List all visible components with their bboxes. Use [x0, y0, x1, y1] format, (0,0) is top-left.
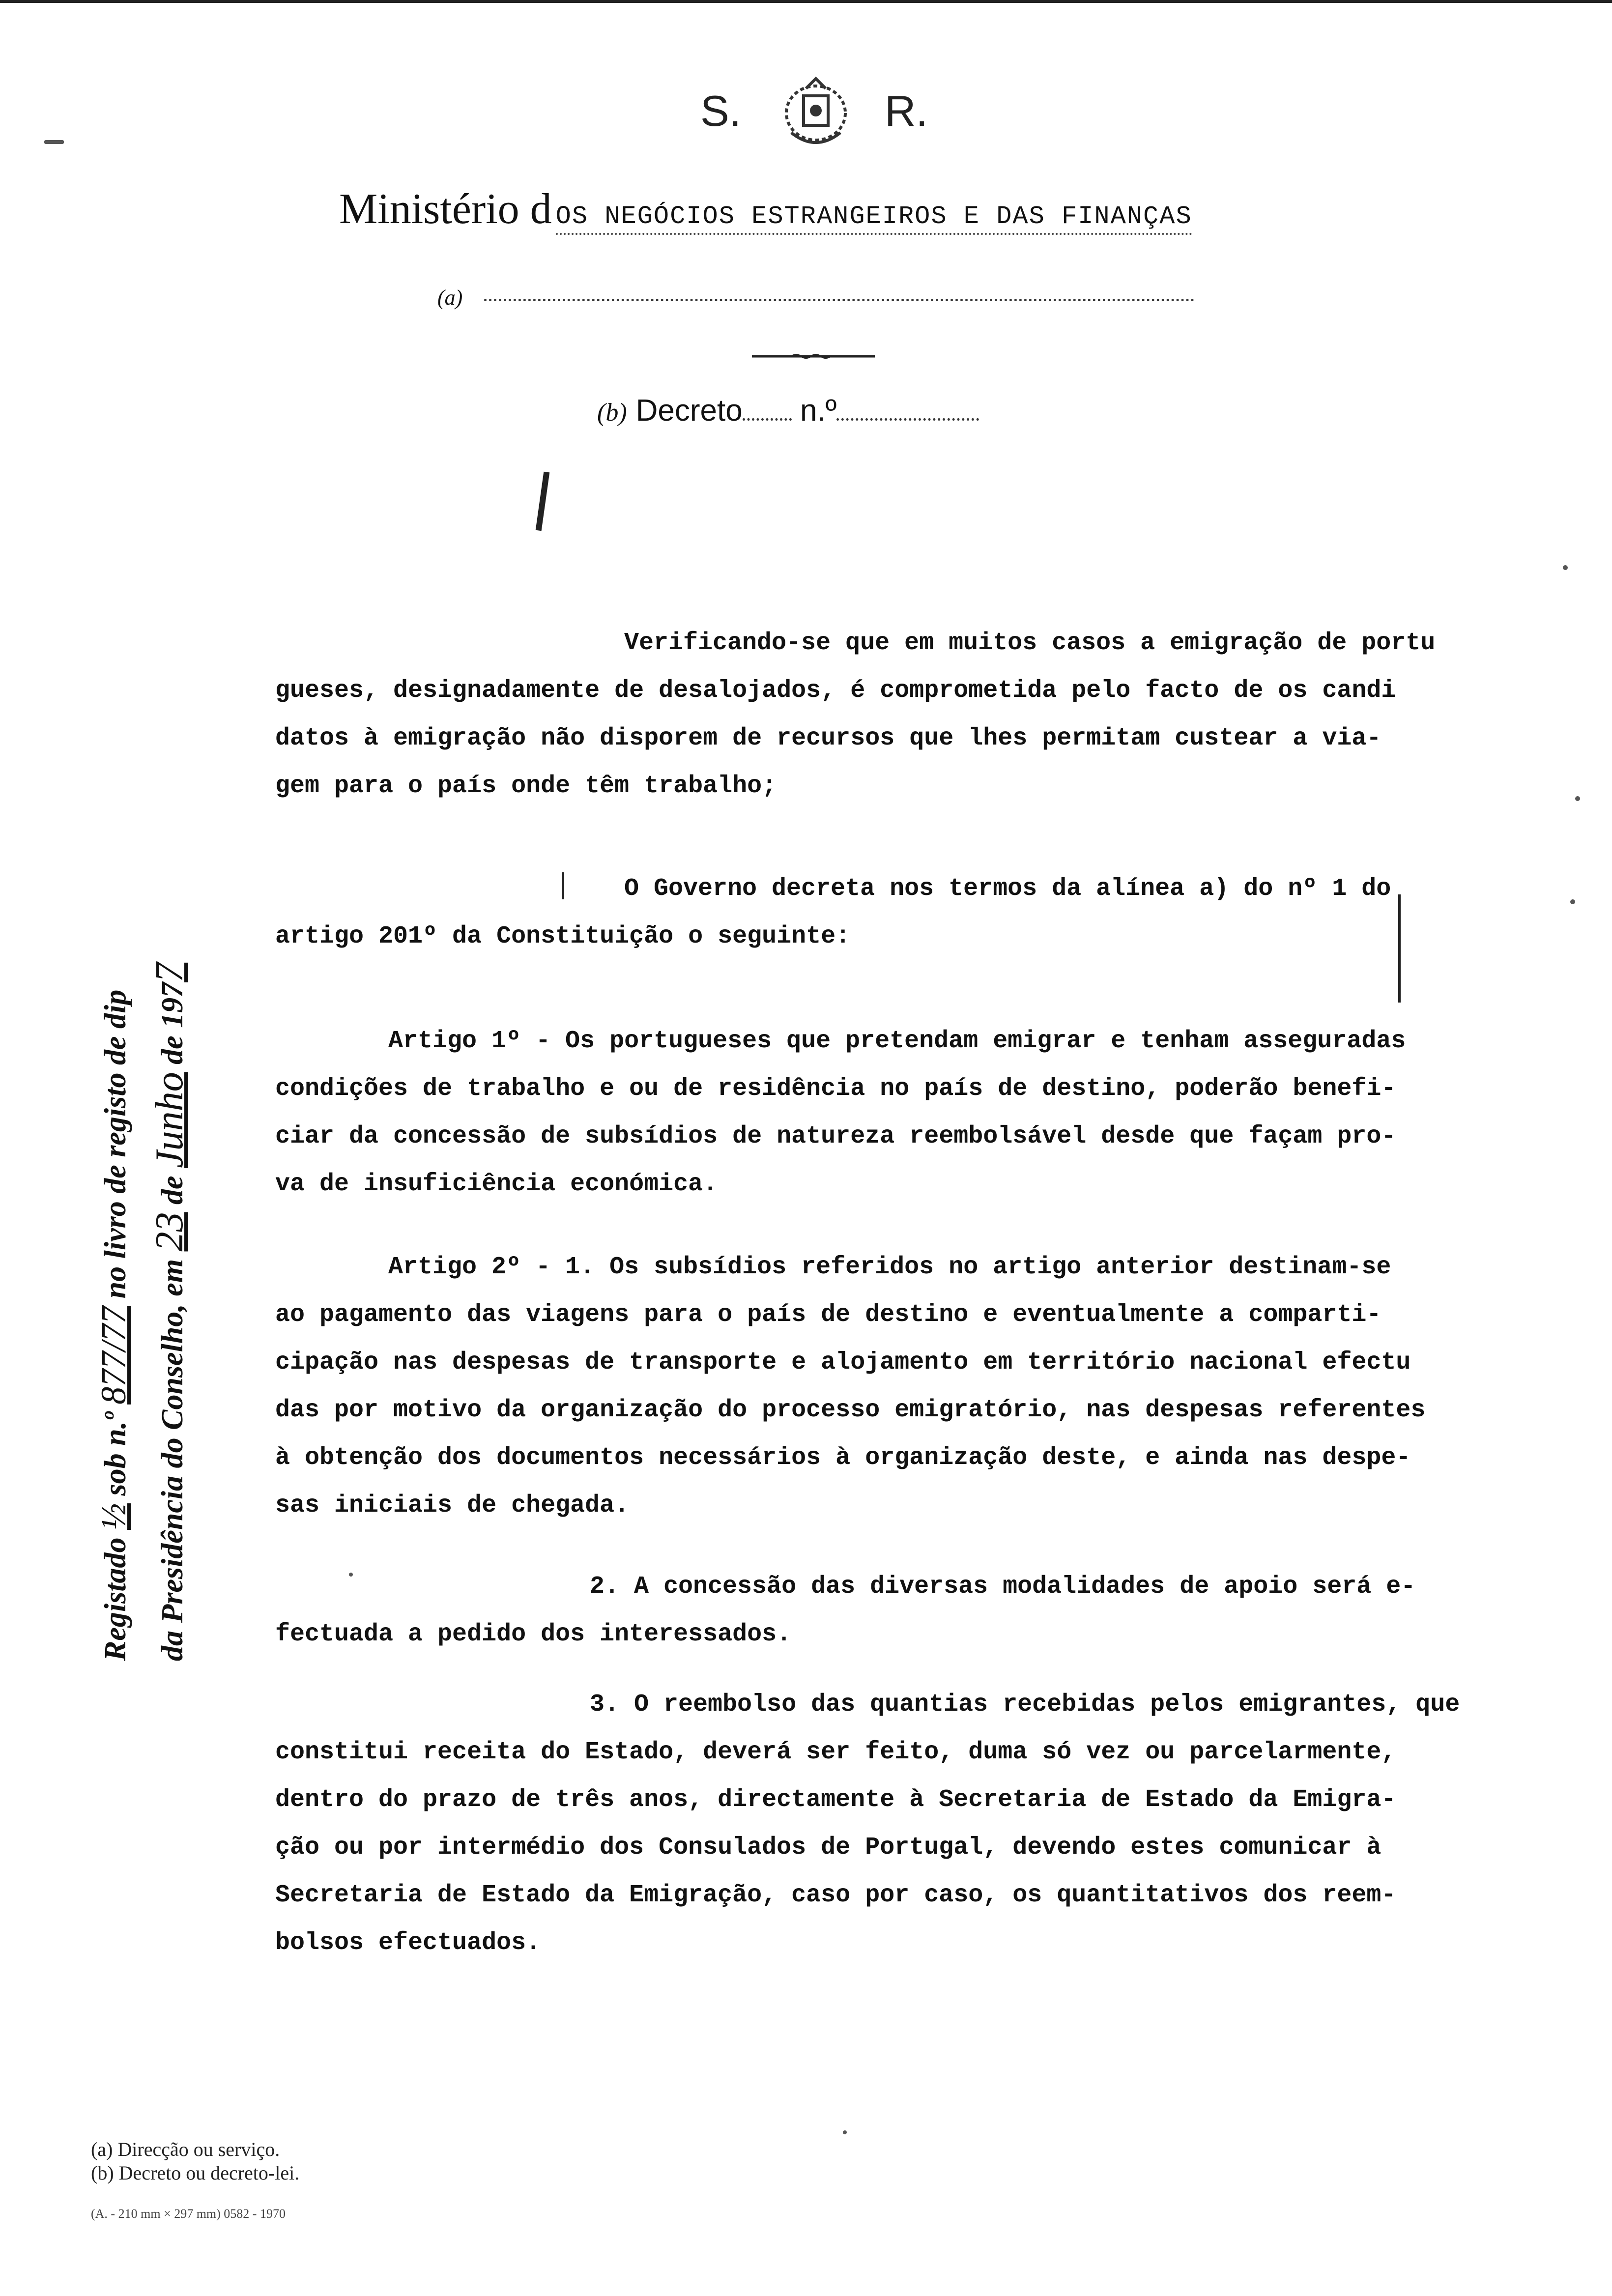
preamble-paragraph: [275, 619, 1533, 810]
registration-margin-note: [93, 990, 134, 1661]
article-2-paragraph-3: [275, 1681, 1533, 1967]
scan-speck: [843, 2130, 847, 2134]
margin-note-de: de: [156, 1176, 189, 1205]
direction-label: (a): [437, 286, 463, 310]
header-right-initial: R.: [885, 86, 928, 135]
text-line: va de insuficiência económica.: [275, 1170, 718, 1198]
text-line: Verificando-se que em muitos casos a emigração de portu: [624, 629, 1436, 657]
header-left-initial: S.: [700, 86, 742, 135]
decreta-paragraph: [275, 865, 1533, 960]
text-line: Artigo 1º - Os portugueses que pretendam emigrar e tenham asseguradas: [388, 1027, 1406, 1055]
text-line: bolsos efectuados.: [275, 1929, 541, 1957]
form-code: (A. - 210 mm × 297 mm) 0582 - 1970: [91, 2207, 286, 2221]
coat-of-arms-icon: [772, 74, 860, 152]
text-line: datos à emigração não disporem de recursos que lhes permitam custear a via-: [275, 724, 1382, 752]
margin-note-month: Junho: [148, 1072, 191, 1168]
registration-margin-date: [147, 963, 192, 1661]
scan-speck: [1570, 899, 1575, 904]
decree-number-label: n.º: [800, 394, 837, 428]
pen-mark: [536, 472, 550, 531]
scan-speck: [349, 1573, 353, 1577]
margin-note-year: de 197: [156, 982, 189, 1064]
margin-note-sob: sob n.º: [99, 1412, 132, 1496]
text-line: O Governo decreta nos termos da alínea a) do nº 1 do: [624, 875, 1391, 903]
footnote-b: (b) Decreto ou decreto-lei.: [91, 2162, 300, 2184]
text-line: ção ou por intermédio dos Consulados de Portugal, devendo estes comunicar à: [275, 1834, 1382, 1862]
text-line: fectuada a pedido dos interessados.: [275, 1620, 792, 1648]
article-2-paragraph-2: [275, 1563, 1533, 1658]
footnotes: [91, 2138, 299, 2185]
text-line: constitui receita do Estado, deverá ser feito, duma só vez ou parcelarmente,: [275, 1738, 1396, 1766]
text-line: 3. O reembolso das quantias recebidas pelos emigrantes, que: [590, 1691, 1460, 1719]
margin-note-registado: Registado: [99, 1537, 132, 1661]
scan-speck: [1575, 796, 1580, 801]
text-line: Artigo 2º - 1. Os subsídios referidos no artigo anterior destinam-se: [388, 1253, 1391, 1281]
text-line: 2. A concessão das diversas modalidades de apoio será e-: [590, 1573, 1416, 1601]
margin-note-day: 23: [148, 1212, 191, 1252]
margin-note-year-digit: 7: [148, 962, 191, 982]
article-2-paragraph-1: [275, 1243, 1533, 1529]
text-line: gueses, designadamente de desalojados, é comprometida pelo facto de os candi: [275, 677, 1396, 705]
decree-label-b: (b): [597, 399, 627, 427]
text-line: gem para o país onde têm trabalho;: [275, 772, 777, 800]
text-line: Secretaria de Estado da Emigração, caso por caso, os quantitativos dos reem-: [275, 1881, 1396, 1909]
footnote-a: (a) Direcção ou serviço.: [91, 2138, 280, 2160]
scan-speck: [1563, 565, 1568, 570]
text-line: condições de trabalho e ou de residência no país de destino, poderão benefi-: [275, 1075, 1396, 1103]
ministry-label: Ministério d: [339, 185, 552, 233]
text-line: sas iniciais de chegada.: [275, 1492, 630, 1520]
text-line: à obtenção dos documentos necessários à organização deste, e ainda nas despe-: [275, 1444, 1411, 1472]
page-top-border: [0, 0, 1612, 3]
scan-speck: [44, 140, 64, 144]
margin-note-reg-number: 877/77: [94, 1306, 133, 1405]
direction-dotted-line: [484, 299, 1194, 301]
text-line: das por motivo da organização do processo emigratório, nas despesas referentes: [275, 1396, 1426, 1424]
margin-note-presidencia: da Presidência do Conselho, em: [156, 1259, 189, 1661]
text-line: artigo 201º da Constituição o seguinte:: [275, 922, 851, 950]
margin-note-fraction: ½: [94, 1503, 133, 1530]
text-line: ciar da concessão de subsídios de natureza reembolsável desde que façam pro-: [275, 1122, 1396, 1150]
text-line: cipação nas despesas de transporte e alojamento em território nacional efectu: [275, 1349, 1411, 1377]
ministry-heading: [339, 184, 1192, 235]
text-line: ao pagamento das viagens para o país de destino e eventualmente a comparti-: [275, 1301, 1382, 1329]
decree-word: Decreto: [635, 394, 743, 428]
text-line: dentro do prazo de três anos, directamente à Secretaria de Estado da Emigra-: [275, 1786, 1396, 1814]
article-1-paragraph: [275, 1017, 1533, 1208]
margin-note-livro: no livro de registo de dip: [99, 989, 132, 1299]
decree-number-dots: [836, 418, 979, 421]
ministry-name: OS NEGÓCIOS ESTRANGEIROS E DAS FINANÇAS: [556, 202, 1192, 235]
divider-ornament: [752, 353, 875, 360]
decree-heading: [597, 393, 979, 428]
decree-dots: [743, 418, 792, 421]
